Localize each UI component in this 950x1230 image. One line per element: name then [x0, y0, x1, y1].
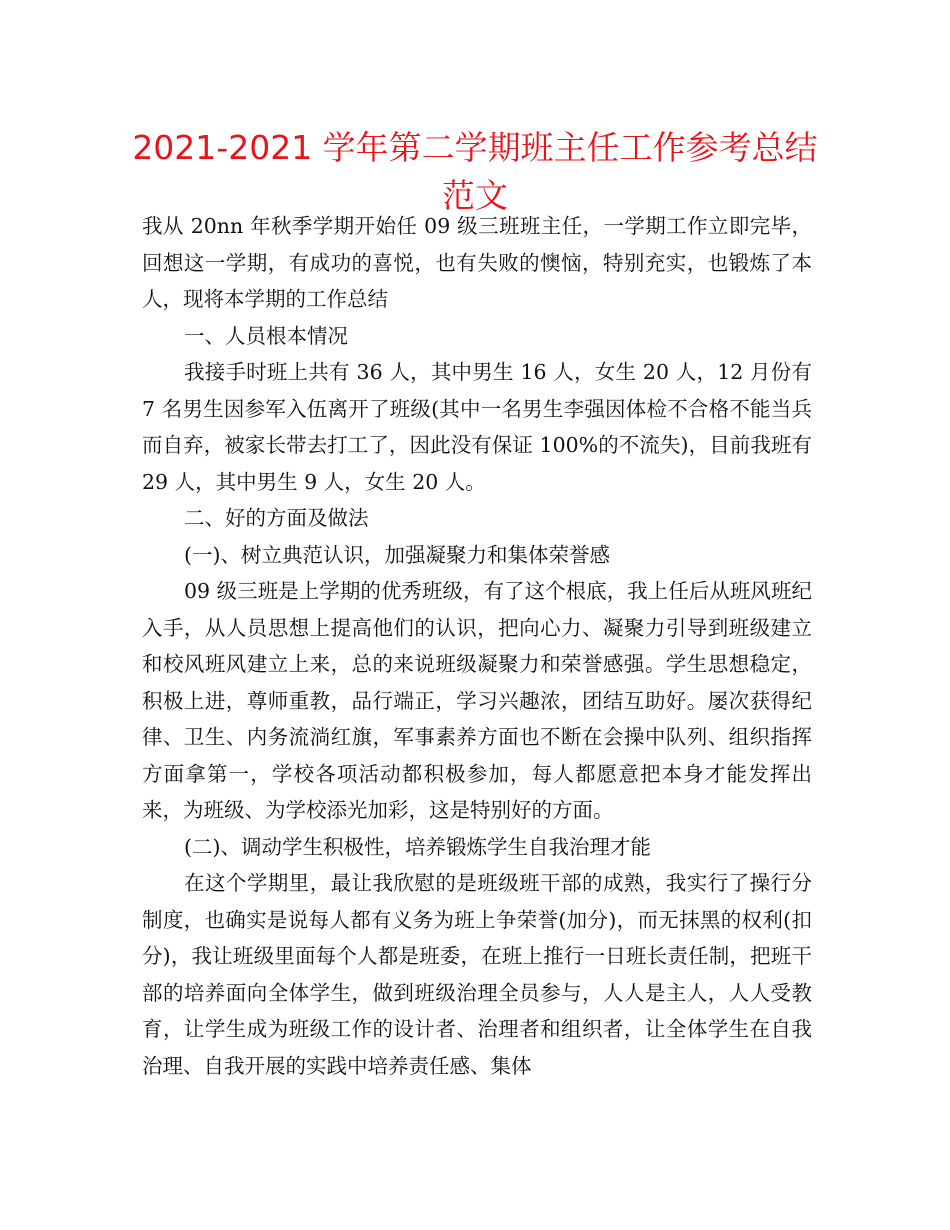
title-line-2: 范文: [442, 176, 508, 215]
title-line-1: 2021-2021 学年第二学期班主任工作参考总结: [132, 128, 818, 167]
document-title: [0, 124, 950, 220]
subheading-student-initiative: (二)、调动学生积极性，培养锻炼学生自我治理才能: [184, 834, 651, 859]
paragraph-student-initiative: 在这个学期里，最让我欣慰的是班级班干部的成熟，我实行了操行分制度，也确实是说每人都有义务为班上争荣誉(加分)，而无抹黑的权利(扣分)，我让班级里面每个人都是班委，在班上推行一日班长责任制，把班干部的培养面向全体学生，做到班级治理全员参与，人人是主人，人人受教育，让学生成为班级工作的设计者、治理者和组织者，让全体学生在自我治理、自我开展的实践中培养责任感、集体: [142, 871, 812, 1078]
section-heading-personnel: 一、人员根本情况: [184, 323, 348, 348]
paragraph-model-awareness: 09 级三班是上学期的优秀班级，有了这个根底，我上任后从班风班纪入手，从人员思想上提高他们的认识，把向心力、凝聚力引导到班级建立和校风班风建立上来，总的来说班级凝聚力和荣誉感强。学生思想稳定，积极上进，尊师重教，品行端正，学习兴趣浓，团结互助好。屡次获得纪律、卫生、内务流淌红旗，军事素养方面也不断在会操中队列、组织指挥方面拿第一，学校各项活动都积极参加，每人都愿意把本身才能发挥出来，为班级、为学校添光加彩，这是特别好的方面。: [142, 579, 812, 822]
document-body: [142, 208, 812, 1084]
paragraph-personnel: 我接手时班上共有 36 人，其中男生 16 人，女生 20 人，12 月份有 7 名男生因参军入伍离开了班级(其中一名男生李强因体检不合格不能当兵而自弃，被家长带去打工了，因此没有保证 100%的不流失)，目前我班有 29 人，其中男生 9 人，女生 20 人。: [142, 360, 812, 494]
paragraph-intro: 我从 20nn 年秋季学期开始任 09 级三班班主任，一学期工作立即完毕，回想这一学期，有成功的喜悦，也有失败的懊恼，特别充实，也锻炼了本人，现将本学期的工作总结: [142, 214, 812, 311]
subheading-model-awareness: (一)、树立典范认识，加强凝聚力和集体荣誉感: [184, 542, 610, 567]
section-heading-good-aspects: 二、好的方面及做法: [184, 506, 369, 530]
